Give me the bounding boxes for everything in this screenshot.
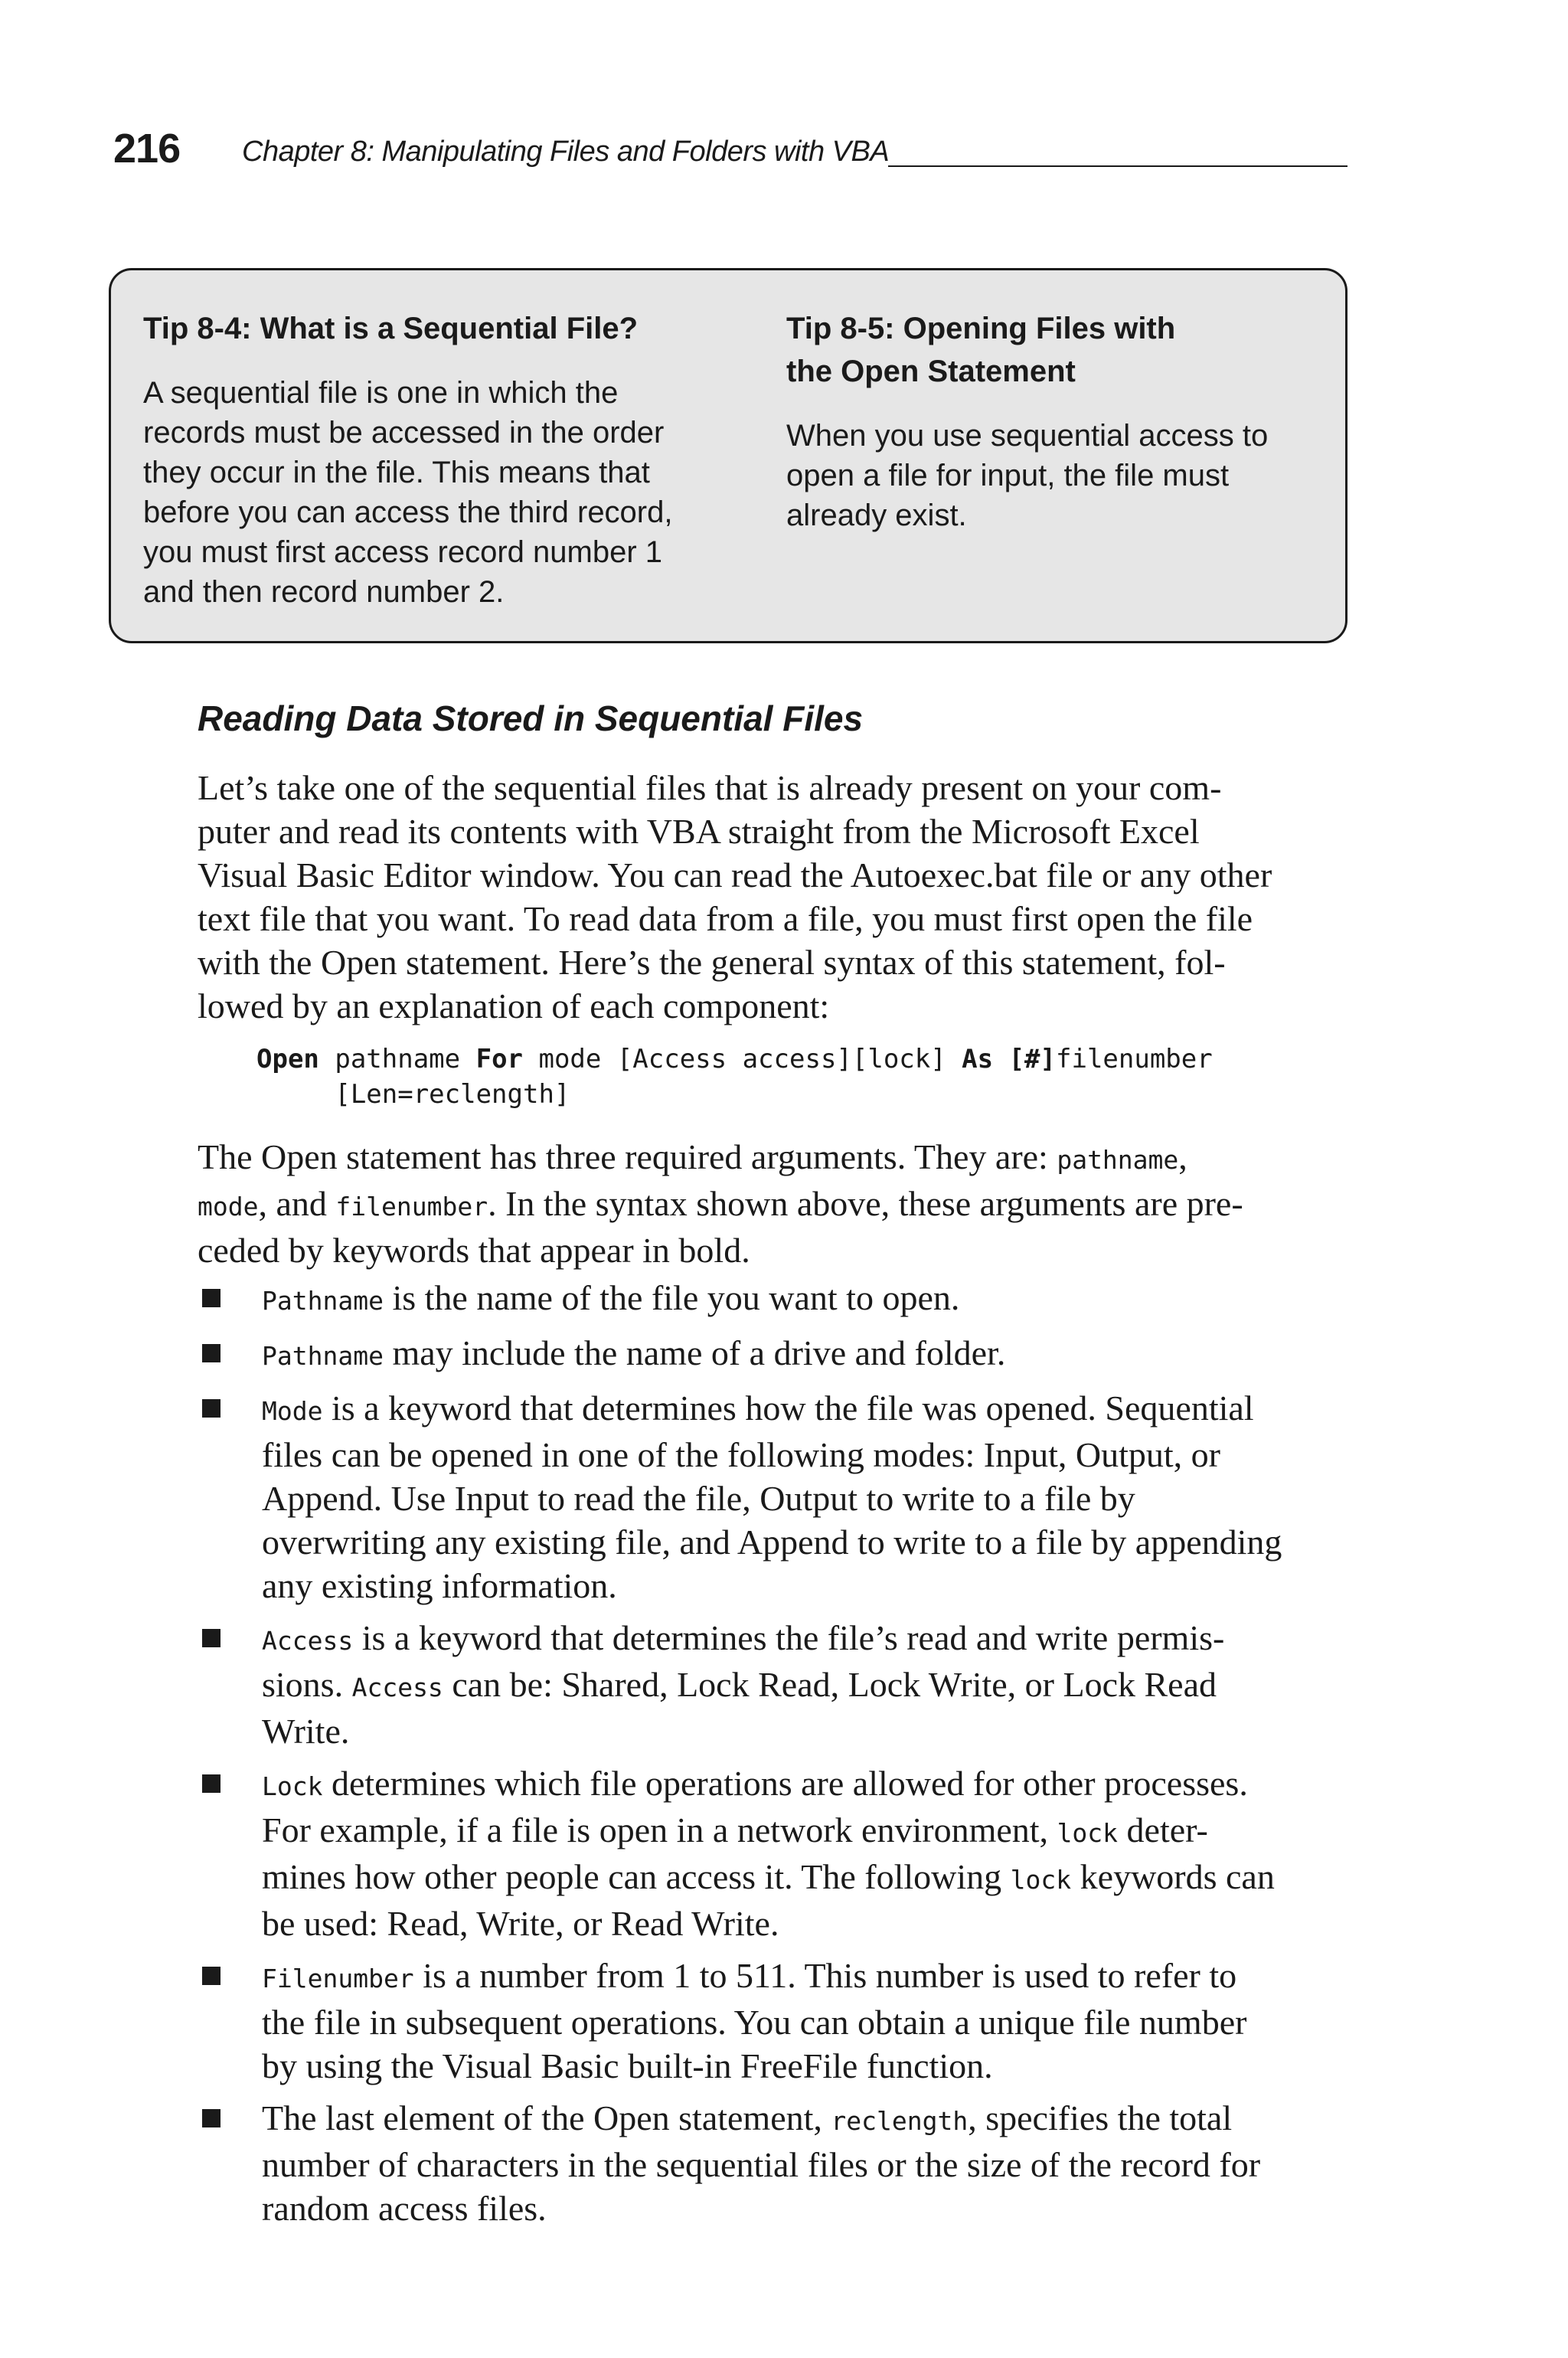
bullet-filenumber (198, 1954, 1346, 2088)
argument-bullet-list (198, 1276, 1346, 2239)
tip-line: before you can access the third record, (143, 495, 673, 529)
tip-body (143, 373, 779, 612)
open-syntax-code (256, 1042, 1328, 1112)
bullet-lock (198, 1761, 1346, 1945)
text-run: mines how other people can access it. The following (262, 1857, 1011, 1896)
tip-line: you must first access record number 1 (143, 535, 663, 569)
text-run: Write. (262, 1712, 350, 1751)
text-line: puter and read its contents with VBA straight from the Microsoft Excel (198, 812, 1200, 851)
code-arg: mode [Access access][lock] (523, 1044, 962, 1074)
text-line: with the Open statement. Here’s the general syntax of this statement, fol- (198, 943, 1226, 982)
text-run: ceded by keywords that appear in bold. (198, 1231, 750, 1270)
header-rule (888, 165, 1348, 167)
bullet-access (198, 1616, 1346, 1753)
tip-line: records must be accessed in the order (143, 416, 665, 450)
text-run: . In the syntax shown above, these arguments are pre- (488, 1184, 1243, 1223)
text-run: , specifies the total (968, 2098, 1233, 2137)
tip-line: already exist. (786, 499, 967, 532)
text-run: is a number from 1 to 511. This number is used to refer to (413, 1956, 1237, 1995)
text-line: lowed by an explanation of each component: (198, 986, 830, 1025)
tip-8-5 (786, 307, 1322, 535)
code-keyword: As [#] (962, 1044, 1056, 1074)
square-bullet-icon (202, 2109, 220, 2127)
text-run: Append. Use Input to read the file, Output to write to a file by (262, 1479, 1135, 1518)
code-keyword: For (475, 1044, 524, 1074)
tip-8-4 (143, 307, 779, 612)
text-run: For example, if a file is open in a network environment, (262, 1810, 1057, 1849)
code-line: [Len=reclength] (256, 1079, 570, 1110)
text-run: is a keyword that determines how the file was opened. Sequential (322, 1388, 1254, 1428)
bullet-pathname-drive (198, 1331, 1346, 1378)
text-run: determines which file operations are allowed for other processes. (322, 1764, 1248, 1803)
text-run: be used: Read, Write, or Read Write. (262, 1904, 779, 1943)
text-run: may include the name of a drive and folder. (383, 1333, 1006, 1372)
tip-title: Tip 8-4: What is a Sequential File? (143, 312, 639, 345)
tip-title (786, 307, 1322, 393)
code-keyword: Open (256, 1044, 319, 1074)
text-run: number of characters in the sequential files or the size of the record for (262, 2145, 1261, 2184)
text-line: Visual Basic Editor window. You can read the Autoexec.bat file or any other (198, 855, 1272, 894)
bullet-pathname (198, 1276, 1346, 1323)
text-run: sions. (262, 1665, 352, 1704)
text-run: the file in subsequent operations. You can obtain a unique file number (262, 2003, 1247, 2042)
text-run: files can be opened in one of the following modes: Input, Output, or (262, 1435, 1220, 1474)
inline-code: lock (1057, 1818, 1119, 1848)
inline-code: reclength (831, 2106, 969, 2136)
text-run: , (1178, 1137, 1187, 1176)
square-bullet-icon (202, 1289, 220, 1307)
arguments-paragraph (198, 1135, 1346, 1272)
chapter-title: Chapter 8: Manipulating Files and Folders with VBA (242, 136, 890, 168)
intro-paragraph (198, 766, 1346, 1028)
inline-code: Access (351, 1673, 443, 1702)
square-bullet-icon (202, 1774, 220, 1793)
text-run: any existing information. (262, 1566, 617, 1605)
text-run: , and (258, 1184, 336, 1223)
page-header (113, 124, 1348, 173)
tips-box (109, 268, 1348, 643)
inline-code: Pathname (262, 1286, 384, 1316)
bullet-reclength (198, 2096, 1346, 2230)
tip-line: open a file for input, the file must (786, 459, 1230, 492)
square-bullet-icon (202, 1399, 220, 1418)
tip-title-line: the Open Statement (786, 355, 1076, 388)
text-run: is a keyword that determines the file’s read and write permis- (353, 1618, 1225, 1657)
tip-title-line: Tip 8-5: Opening Files with (786, 312, 1176, 345)
page-number: 216 (113, 126, 181, 172)
text-run: The last element of the Open statement, (262, 2098, 831, 2137)
tip-line: and then record number 2. (143, 575, 505, 609)
tip-body (786, 416, 1322, 535)
tip-line: A sequential file is one in which the (143, 376, 619, 410)
inline-code: Pathname (262, 1341, 384, 1371)
inline-code: pathname (1057, 1145, 1179, 1175)
section-heading: Reading Data Stored in Sequential Files (198, 698, 864, 738)
text-line: Let’s take one of the sequential files that is already present on your com- (198, 768, 1222, 807)
square-bullet-icon (202, 1967, 220, 1985)
text-run: keywords can (1071, 1857, 1275, 1896)
text-run: can be: Shared, Lock Read, Lock Write, or Lock Read (443, 1665, 1217, 1704)
text-run: by using the Visual Basic built-in FreeFile function. (262, 2046, 993, 2085)
inline-code: lock (1010, 1865, 1072, 1895)
tip-line: they occur in the file. This means that (143, 456, 650, 489)
inline-code: Filenumber (262, 1964, 414, 1993)
text-run: random access files. (262, 2189, 547, 2228)
inline-code: Lock (262, 1771, 323, 1801)
inline-code: filenumber (335, 1192, 488, 1222)
code-arg: pathname (318, 1044, 476, 1074)
inline-code: Access (262, 1626, 354, 1656)
square-bullet-icon (202, 1629, 220, 1647)
code-arg: filenumber (1056, 1044, 1213, 1074)
inline-code: Mode (262, 1396, 323, 1426)
inline-code: mode (198, 1192, 259, 1222)
text-line: text file that you want. To read data from a file, you must first open the file (198, 899, 1253, 938)
text-run: overwriting any existing file, and Append to write to a file by appending (262, 1522, 1282, 1562)
text-run: deter- (1118, 1810, 1208, 1849)
square-bullet-icon (202, 1344, 220, 1362)
text-run: is the name of the file you want to open. (383, 1278, 960, 1317)
text-run: The Open statement has three required arguments. They are: (198, 1137, 1057, 1176)
bullet-mode (198, 1386, 1346, 1607)
tip-line: When you use sequential access to (786, 419, 1269, 453)
